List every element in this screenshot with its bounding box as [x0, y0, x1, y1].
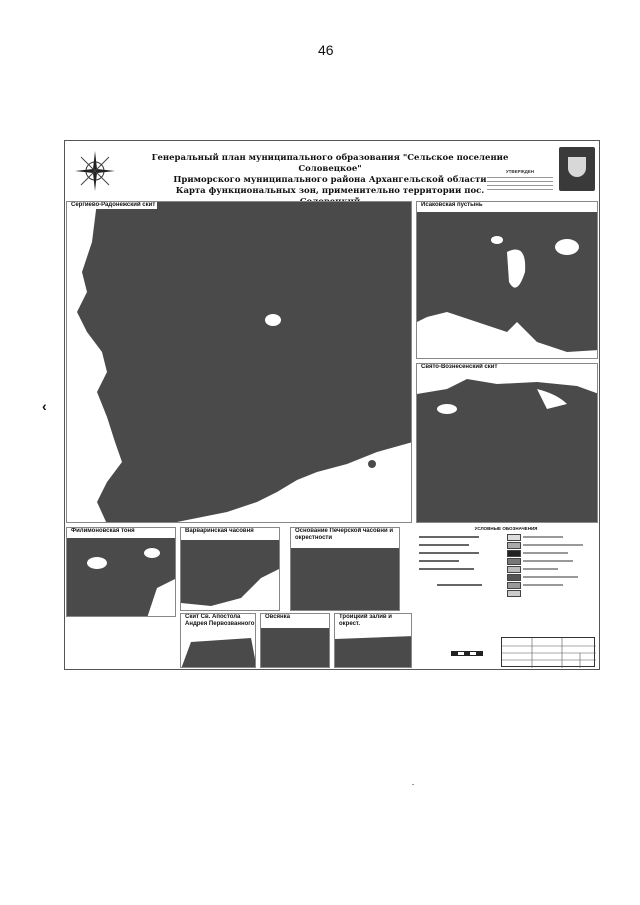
- map-title-line-1: Генеральный план муниципального образования "Сельское поселение Соловецкое": [151, 153, 509, 174]
- legend-swatch: [507, 558, 521, 565]
- legend-line: [419, 568, 474, 570]
- panel-filimonovskaya: [66, 527, 176, 617]
- panel-label-varvarinskaya: Варваринская часовня: [185, 528, 254, 534]
- legend-swatch: [507, 590, 521, 597]
- map-sheet: [64, 140, 600, 670]
- legend-swatch: [507, 566, 521, 573]
- panel-andrey: [180, 613, 256, 668]
- legend-line: [523, 576, 578, 578]
- panel-pechorskaya: [290, 527, 400, 611]
- isakovskaya-land: [417, 202, 598, 359]
- panel-label-ovsyanka: Овсянка: [265, 614, 291, 620]
- map-title-line-3: Карта функциональных зон, применительно территории пос.: [175, 186, 485, 196]
- legend-line: [419, 560, 459, 562]
- legend-swatch: [507, 574, 521, 581]
- stamp-grid: [502, 638, 596, 668]
- panel-label-filimonovskaya: Филимоновская тоня: [71, 528, 135, 534]
- panel-label-troitsky: Троицкий залив и окрест.: [337, 614, 401, 628]
- legend-line: [419, 536, 479, 538]
- panel-label-pechorskaya: Основание Печерской часовни и окрестности: [293, 528, 397, 542]
- panel-svyato: [416, 363, 598, 523]
- svyato-land: [417, 364, 598, 523]
- legend-swatch: [507, 550, 521, 557]
- approval-block: [485, 169, 555, 193]
- legend-line: [523, 584, 563, 586]
- panel-label-isakovskaya: Исаковская пустынь: [421, 202, 483, 208]
- panel-label-andrey: Скит Св. Апостола Андрея Первозванного: [183, 614, 256, 628]
- side-mark: ‹: [42, 398, 47, 414]
- title-stamp: [501, 637, 595, 667]
- legend-line: [419, 544, 469, 546]
- filimonovskaya-land: [67, 528, 176, 617]
- approval-title: УТВЕРЖДЕН: [505, 169, 535, 174]
- panel-isakovskaya: [416, 201, 598, 359]
- panel-ovsyanka: [260, 613, 330, 668]
- page-number: 46: [318, 42, 334, 58]
- legend-swatch: [507, 582, 521, 589]
- legend: [417, 526, 595, 606]
- compass-rose-icon: [73, 149, 117, 193]
- legend-line: [523, 536, 563, 538]
- main-land-mass: [67, 202, 412, 523]
- map-title: [145, 153, 515, 208]
- panel-label-svyato: Свято-Вознесенский скит: [421, 364, 498, 370]
- coat-of-arms-icon: [559, 147, 595, 191]
- legend-line: [419, 552, 479, 554]
- varvarinskaya-land: [181, 528, 280, 611]
- legend-title: УСЛОВНЫЕ ОБОЗНАЧЕНИЯ: [474, 526, 538, 531]
- legend-line: [523, 568, 558, 570]
- legend-line: [437, 584, 482, 586]
- panel-label-main: Сергиево-Радонежский скит: [71, 202, 156, 208]
- scan-speck: [412, 784, 414, 785]
- map-title-line-2: Приморского муниципального района Архангельской области: [173, 175, 487, 185]
- legend-swatch: [507, 542, 521, 549]
- panel-main: [66, 201, 412, 523]
- legend-line: [523, 544, 583, 546]
- panel-troitsky: [334, 613, 412, 668]
- panel-varvarinskaya: [180, 527, 280, 611]
- ovsyanka-land: [261, 614, 330, 668]
- legend-swatch: [507, 534, 521, 541]
- scale-bar: [451, 651, 483, 656]
- legend-line: [523, 560, 573, 562]
- legend-line: [523, 552, 568, 554]
